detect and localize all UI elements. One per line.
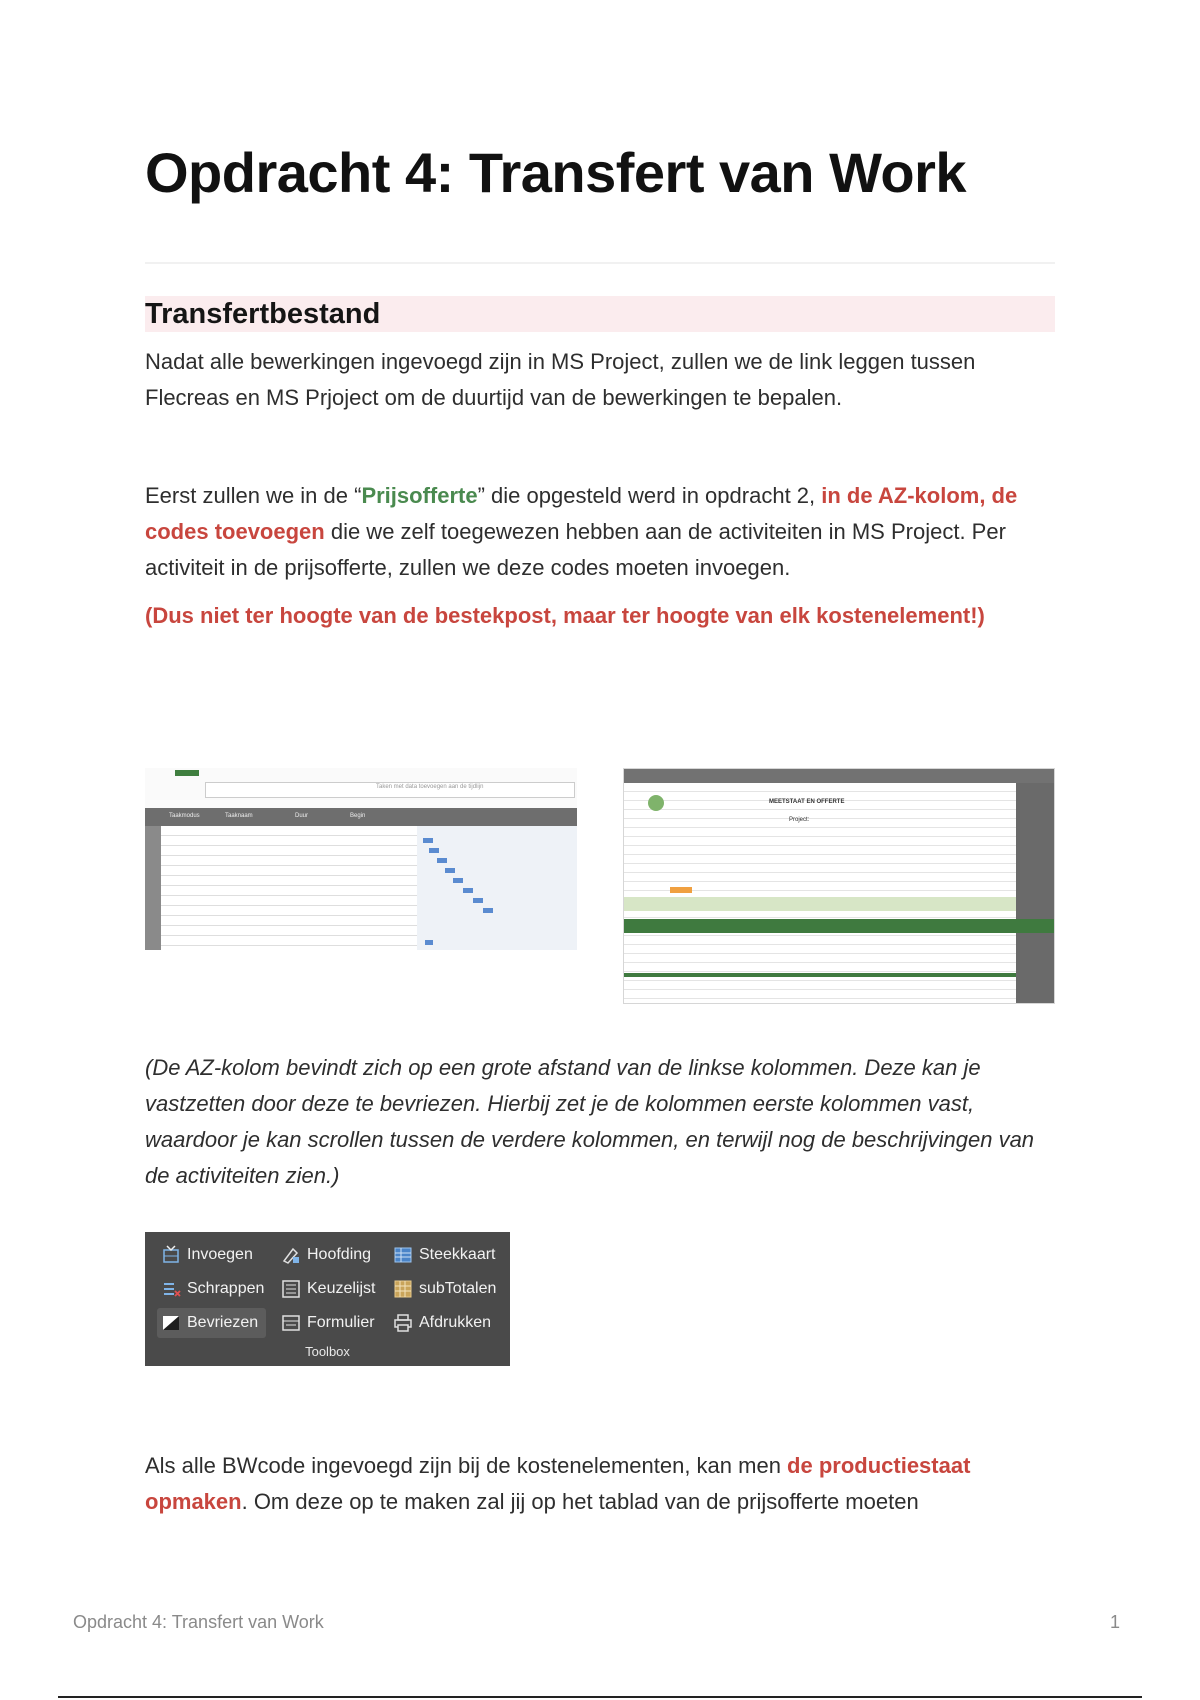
- para5-text-2: . Om deze op te maken zal jij op het tablad van de prijsofferte moeten: [241, 1489, 919, 1514]
- toolbox-label: Bevriezen: [187, 1314, 259, 1331]
- toolbox-hoofding-button[interactable]: [281, 1240, 371, 1270]
- gantt-bar: [463, 888, 473, 893]
- highlighted-row: [624, 897, 1016, 911]
- gantt-header: [145, 808, 577, 826]
- card-icon: [393, 1245, 413, 1265]
- project-label: Project:: [789, 817, 810, 823]
- toolbox-bevriezen-button[interactable]: [157, 1308, 266, 1338]
- formula-bar: [624, 769, 1055, 783]
- paragraph-intro: Nadat alle bewerkingen ingevoegd zijn in MS Project, zullen we de link leggen tussen Flecreas en MS Prjoject om de duurtijd van de bewerkingen te bepalen.: [145, 349, 976, 410]
- gantt-bar: [429, 848, 439, 853]
- sheet-title: MEETSTAAT EN OFFERTE: [769, 799, 845, 805]
- gantt-bar: [483, 908, 493, 913]
- form-icon: [281, 1313, 301, 1333]
- gantt-bar: [453, 878, 463, 883]
- toolbox-schrappen-button[interactable]: [161, 1274, 264, 1304]
- column-header: Taaknaam: [225, 813, 253, 819]
- footer-title: Opdracht 4: Transfert van Work: [73, 1612, 324, 1632]
- section-heading: Transfertbestand: [145, 296, 1055, 332]
- toolbox-label: Formulier: [307, 1314, 375, 1331]
- az-column-highlight: in de AZ-kolom, de codes toevoegen: [145, 483, 1018, 544]
- toolbox-label: Steekkaart: [419, 1246, 496, 1263]
- page-number: 1: [1110, 1612, 1121, 1632]
- ms-project-screenshot: [145, 768, 577, 950]
- spreadsheet-grid: [624, 783, 1016, 1004]
- prijsofferte-highlight: Prijsofferte: [361, 483, 478, 508]
- toolbox-invoegen-button[interactable]: [161, 1240, 253, 1270]
- productiestaat-highlight: de productiestaat opmaken: [145, 1453, 971, 1514]
- toolbox-formulier-button[interactable]: [281, 1308, 375, 1338]
- bottom-border: [58, 1696, 1142, 1698]
- para5-text-1: Als alle BWcode ingevoegd zijn bij de kostenelementen, kan men: [145, 1453, 788, 1478]
- toolbox-label: Hoofding: [307, 1246, 372, 1263]
- gantt-bar: [437, 858, 447, 863]
- paragraph-warning: (Dus niet ter hoogte van de bestekpost, maar ter hoogte van elk kostenelement!): [145, 603, 985, 628]
- print-icon: [393, 1313, 413, 1333]
- title-divider: [145, 262, 1055, 264]
- toolbox-steekkaart-button[interactable]: [393, 1240, 495, 1270]
- toolbox-keuzelijst-button[interactable]: [281, 1274, 375, 1304]
- freeze-icon: [161, 1313, 181, 1333]
- toolbox-label: Keuzelijst: [307, 1280, 376, 1297]
- cost-element-header-row: [624, 919, 1016, 933]
- task-rows: [161, 826, 417, 950]
- para2-text-3: die we zelf toegewezen hebben aan de activiteiten in MS Project. Per activiteit in de prijsofferte, zullen we deze codes moeten invoegen.: [145, 519, 1006, 580]
- company-logo: [648, 795, 664, 811]
- gantt-chart-area: [417, 826, 577, 950]
- timeline-bar: [145, 768, 577, 809]
- toolbox-subtotalen-button[interactable]: [393, 1274, 496, 1304]
- toolbox-label: Afdrukken: [419, 1314, 492, 1331]
- paragraph-freeze-note: (De AZ-kolom bevindt zich op een grote afstand van de linkse kolommen. Deze kan je vastzetten door deze te bevriezen. Hierbij zet je de kolommen eerste kolommen vast, waardoor je kan scrollen tussen de verdere kolommen, en terwijl nog de beschrijvingen van de activiteiten zien.): [145, 1055, 1035, 1188]
- column-header: Duur: [295, 813, 309, 819]
- excel-prijsofferte-screenshot: [623, 768, 1055, 1004]
- page-title: Opdracht 4: Transfert van Work: [145, 141, 967, 204]
- total-row: [624, 973, 1016, 977]
- gantt-bar: [473, 898, 483, 903]
- timeline-field: [205, 782, 575, 798]
- paragraph-az-column: [145, 478, 1055, 586]
- subtotal-icon: [393, 1279, 413, 1299]
- code-cell: [670, 887, 692, 893]
- para2-text-2: ” die opgesteld werd in opdracht 2,: [477, 483, 822, 508]
- frozen-right-columns: [1016, 783, 1055, 1004]
- insert-icon: [161, 1245, 181, 1265]
- frozen-column-header: [1016, 919, 1055, 933]
- toolbox-afdrukken-button[interactable]: [393, 1308, 491, 1338]
- ribbon-tab-marker: [175, 770, 199, 776]
- toolbox-label: Schrappen: [187, 1280, 265, 1297]
- gantt-bar: [425, 940, 433, 945]
- toolbox-group-label: Toolbox: [305, 1344, 350, 1359]
- timeline-placeholder: Taken met data toevoegen aan de tijdlijn: [376, 784, 484, 790]
- toolbox-label: subTotalen: [419, 1280, 497, 1297]
- gantt-bar: [423, 838, 433, 843]
- paragraph-productiestaat: [145, 1448, 1055, 1520]
- toolbox-label: Invoegen: [187, 1246, 253, 1263]
- column-header: Begin: [350, 813, 366, 819]
- para2-text-1: Eerst zullen we in de “: [145, 483, 362, 508]
- gantt-bar: [445, 868, 455, 873]
- delete-icon: [161, 1279, 181, 1299]
- toolbox-panel: [145, 1232, 510, 1366]
- header-icon: [281, 1245, 301, 1265]
- list-icon: [281, 1279, 301, 1299]
- column-header: Taakmodus: [169, 813, 200, 819]
- row-numbers: [145, 826, 161, 950]
